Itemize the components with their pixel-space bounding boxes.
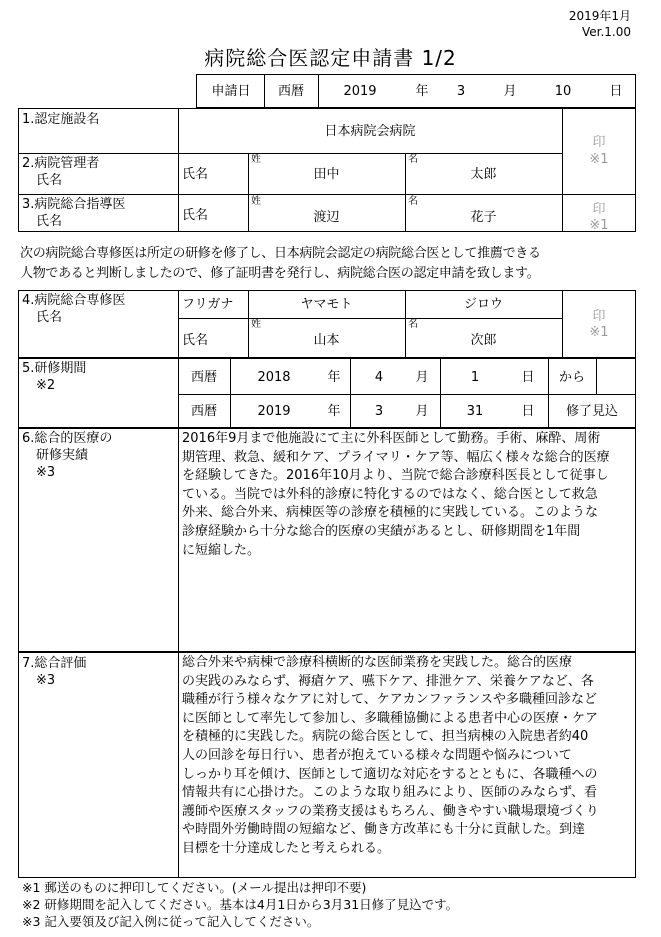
record-line-1: 2016年9月まで他施設にて主に外科医師として勤務。手術、麻酔、周術 — [182, 431, 601, 446]
application-date-era: 西暦 — [277, 84, 304, 99]
manager-surname[interactable]: 田中 — [313, 167, 340, 182]
trainee-given[interactable]: 次郎 — [470, 333, 497, 348]
statement-line-2: 人物であると判断しましたので、修了証明書を発行し、病院総合医の認定申請を致します。 — [20, 266, 540, 281]
evaluation-line-6: 人の回診を毎日行い、患者が抱えている様々な問題や悩みについて — [182, 747, 572, 763]
seal-mark: 印 — [592, 135, 606, 150]
seal-note: ※1 — [589, 152, 609, 167]
period-start-era: 西暦 — [190, 370, 217, 385]
application-month-unit: 月 — [503, 84, 517, 99]
trainee-label: 4.病院総合専修医 — [22, 293, 126, 308]
trainee-surname[interactable]: 山本 — [313, 333, 340, 348]
period-start-year-unit: 年 — [327, 370, 341, 385]
supervisor-seal-mark: 印 — [592, 202, 606, 217]
trainee-seal-mark: 印 — [592, 309, 606, 324]
evaluation-line-1: 総合外来や病棟で診療科横断的な医師業務を実践した。総合的医療 — [182, 655, 573, 670]
period-end-suffix: 修了見込 — [565, 404, 618, 419]
evaluation-line-10: や時間外労働時間の短縮など、働き方改革にも十分に貢献した。到達 — [182, 822, 586, 838]
evaluation-line-11: 目標を十分達成したと考えられる。 — [182, 840, 391, 856]
manager-label: 2.病院管理者 — [22, 156, 100, 171]
trainee-label-sub: 氏名 — [36, 310, 63, 325]
trainee-surname-label: 姓 — [251, 319, 261, 330]
evaluation-line-8: 情報共有に心掛けた。このような取り組みにより、医師のみならず、看 — [182, 785, 597, 801]
period-label-sub: ※2 — [36, 378, 56, 393]
supervisor-name-label: 氏名 — [182, 208, 209, 223]
facility-label: 1.認定施設名 — [22, 112, 100, 127]
footnote-3: ※3 記入要領及び記入例に従って記入してください。 — [22, 914, 320, 929]
trainee-name-label: 氏名 — [182, 333, 209, 348]
page-title: 病院総合医認定申請書 1/2 — [204, 46, 457, 70]
evaluation-line-7: しっかり耳を傾け、医師として適切な対応をするとともに、各職種への — [182, 766, 598, 782]
application-day-unit: 日 — [609, 84, 623, 99]
period-start-day[interactable]: 1 — [470, 370, 480, 385]
manager-given-label: 名 — [408, 154, 418, 165]
period-start-month-unit: 月 — [415, 370, 429, 385]
evaluation-line-4: に医師として率先して参加し、多職種協働による患者中心の医療・ケア — [182, 710, 599, 726]
supervisor-given-label: 名 — [408, 196, 418, 207]
period-end-era: 西暦 — [190, 404, 217, 419]
record-label-sub: 研修実績 — [36, 448, 89, 463]
application-year-unit: 年 — [415, 84, 429, 99]
record-line-2: 期管理、救急、緩和ケア、プライマリ・ケア等、幅広く様々な総合的医療 — [182, 449, 610, 465]
supervisor-seal-note: ※1 — [589, 218, 609, 233]
period-end-month[interactable]: 3 — [374, 404, 384, 419]
period-end-year-unit: 年 — [327, 404, 341, 419]
period-start-suffix: から — [558, 370, 585, 385]
evaluation-text[interactable] — [182, 654, 632, 859]
record-label-note: ※3 — [36, 465, 56, 480]
record-line-3: を経験してきた。2016年10月より、当院で総合診療科医長として従事し — [182, 468, 609, 484]
supervisor-surname-label: 姓 — [251, 196, 261, 207]
supervisor-label-sub: 氏名 — [36, 214, 63, 229]
record-line-5: 外来、総合外来、病棟医等の診療を積極的に実践している。このような — [182, 505, 599, 521]
supervisor-label: 3.病院総合指導医 — [22, 197, 126, 212]
statement-line-1: 次の病院総合専修医は所定の研修を修了し、日本病院会認定の病院総合医として推薦できる — [20, 246, 541, 261]
trainee-furigana-given[interactable]: ジロウ — [463, 297, 503, 312]
facility-name[interactable]: 日本病院会病院 — [324, 124, 416, 139]
evaluation-line-3: 職種が行う様々なケアに対して、ケアカンファランスや多職種回診など — [182, 692, 597, 708]
period-end-month-unit: 月 — [415, 404, 429, 419]
application-year[interactable]: 2019 — [343, 84, 377, 99]
period-end-day[interactable]: 31 — [466, 404, 484, 419]
trainee-given-label: 名 — [408, 319, 418, 330]
trainee-seal-note: ※1 — [589, 325, 609, 340]
manager-surname-label: 姓 — [251, 154, 261, 165]
record-line-6: 診療経験から十分な総合的医療の実績があるとし、研修期間を1年間 — [182, 523, 581, 539]
period-end-year[interactable]: 2019 — [257, 404, 291, 419]
form-version: Ver.1.00 — [581, 25, 631, 39]
application-day[interactable]: 10 — [554, 84, 572, 99]
evaluation-line-2: の実践のみならず、褥瘡ケア、嚥下ケア、排泄ケア、栄養ケアなど、各 — [182, 673, 594, 689]
application-date-label: 申請日 — [211, 84, 251, 99]
supervisor-given[interactable]: 花子 — [470, 210, 497, 225]
period-start-month[interactable]: 4 — [374, 370, 384, 385]
footnote-2: ※2 研修期間を記入してください。基本は4月1日から3月31日修了見込です。 — [22, 897, 459, 912]
trainee-furigana-label: フリガナ — [182, 297, 234, 312]
period-end-day-unit: 日 — [521, 404, 535, 419]
evaluation-label: 7.総合評価 — [22, 656, 87, 671]
evaluation-label-note: ※3 — [36, 673, 56, 688]
evaluation-line-9: 護師や医療スタッフの業務支援はもちろん、働きやすい職場環境づくり — [182, 803, 599, 819]
period-start-day-unit: 日 — [521, 370, 535, 385]
manager-name-label: 氏名 — [182, 167, 209, 182]
record-line-7: に短縮した。 — [182, 542, 261, 558]
manager-label-sub: 氏名 — [36, 173, 63, 188]
record-label: 6.総合的医療の — [22, 431, 113, 446]
application-month[interactable]: 3 — [456, 84, 466, 99]
supervisor-surname[interactable]: 渡辺 — [313, 210, 340, 225]
manager-given[interactable]: 太郎 — [470, 167, 497, 182]
evaluation-line-5: を積極的に実践した。病院の総合医として、担当病棟の入院患者約40 — [182, 729, 589, 745]
footnote-1: ※1 郵送のものに押印してください。(メール提出は押印不要) — [22, 880, 367, 895]
record-line-4: ている。当院では外科的診療に特化するのではなく、総合医として救急 — [182, 486, 598, 502]
record-text[interactable] — [182, 430, 632, 560]
period-start-year[interactable]: 2018 — [257, 370, 291, 385]
form-date: 2019年1月 — [568, 9, 631, 23]
period-label: 5.研修期間 — [22, 361, 87, 376]
trainee-furigana-surname[interactable]: ヤマモト — [300, 297, 353, 312]
